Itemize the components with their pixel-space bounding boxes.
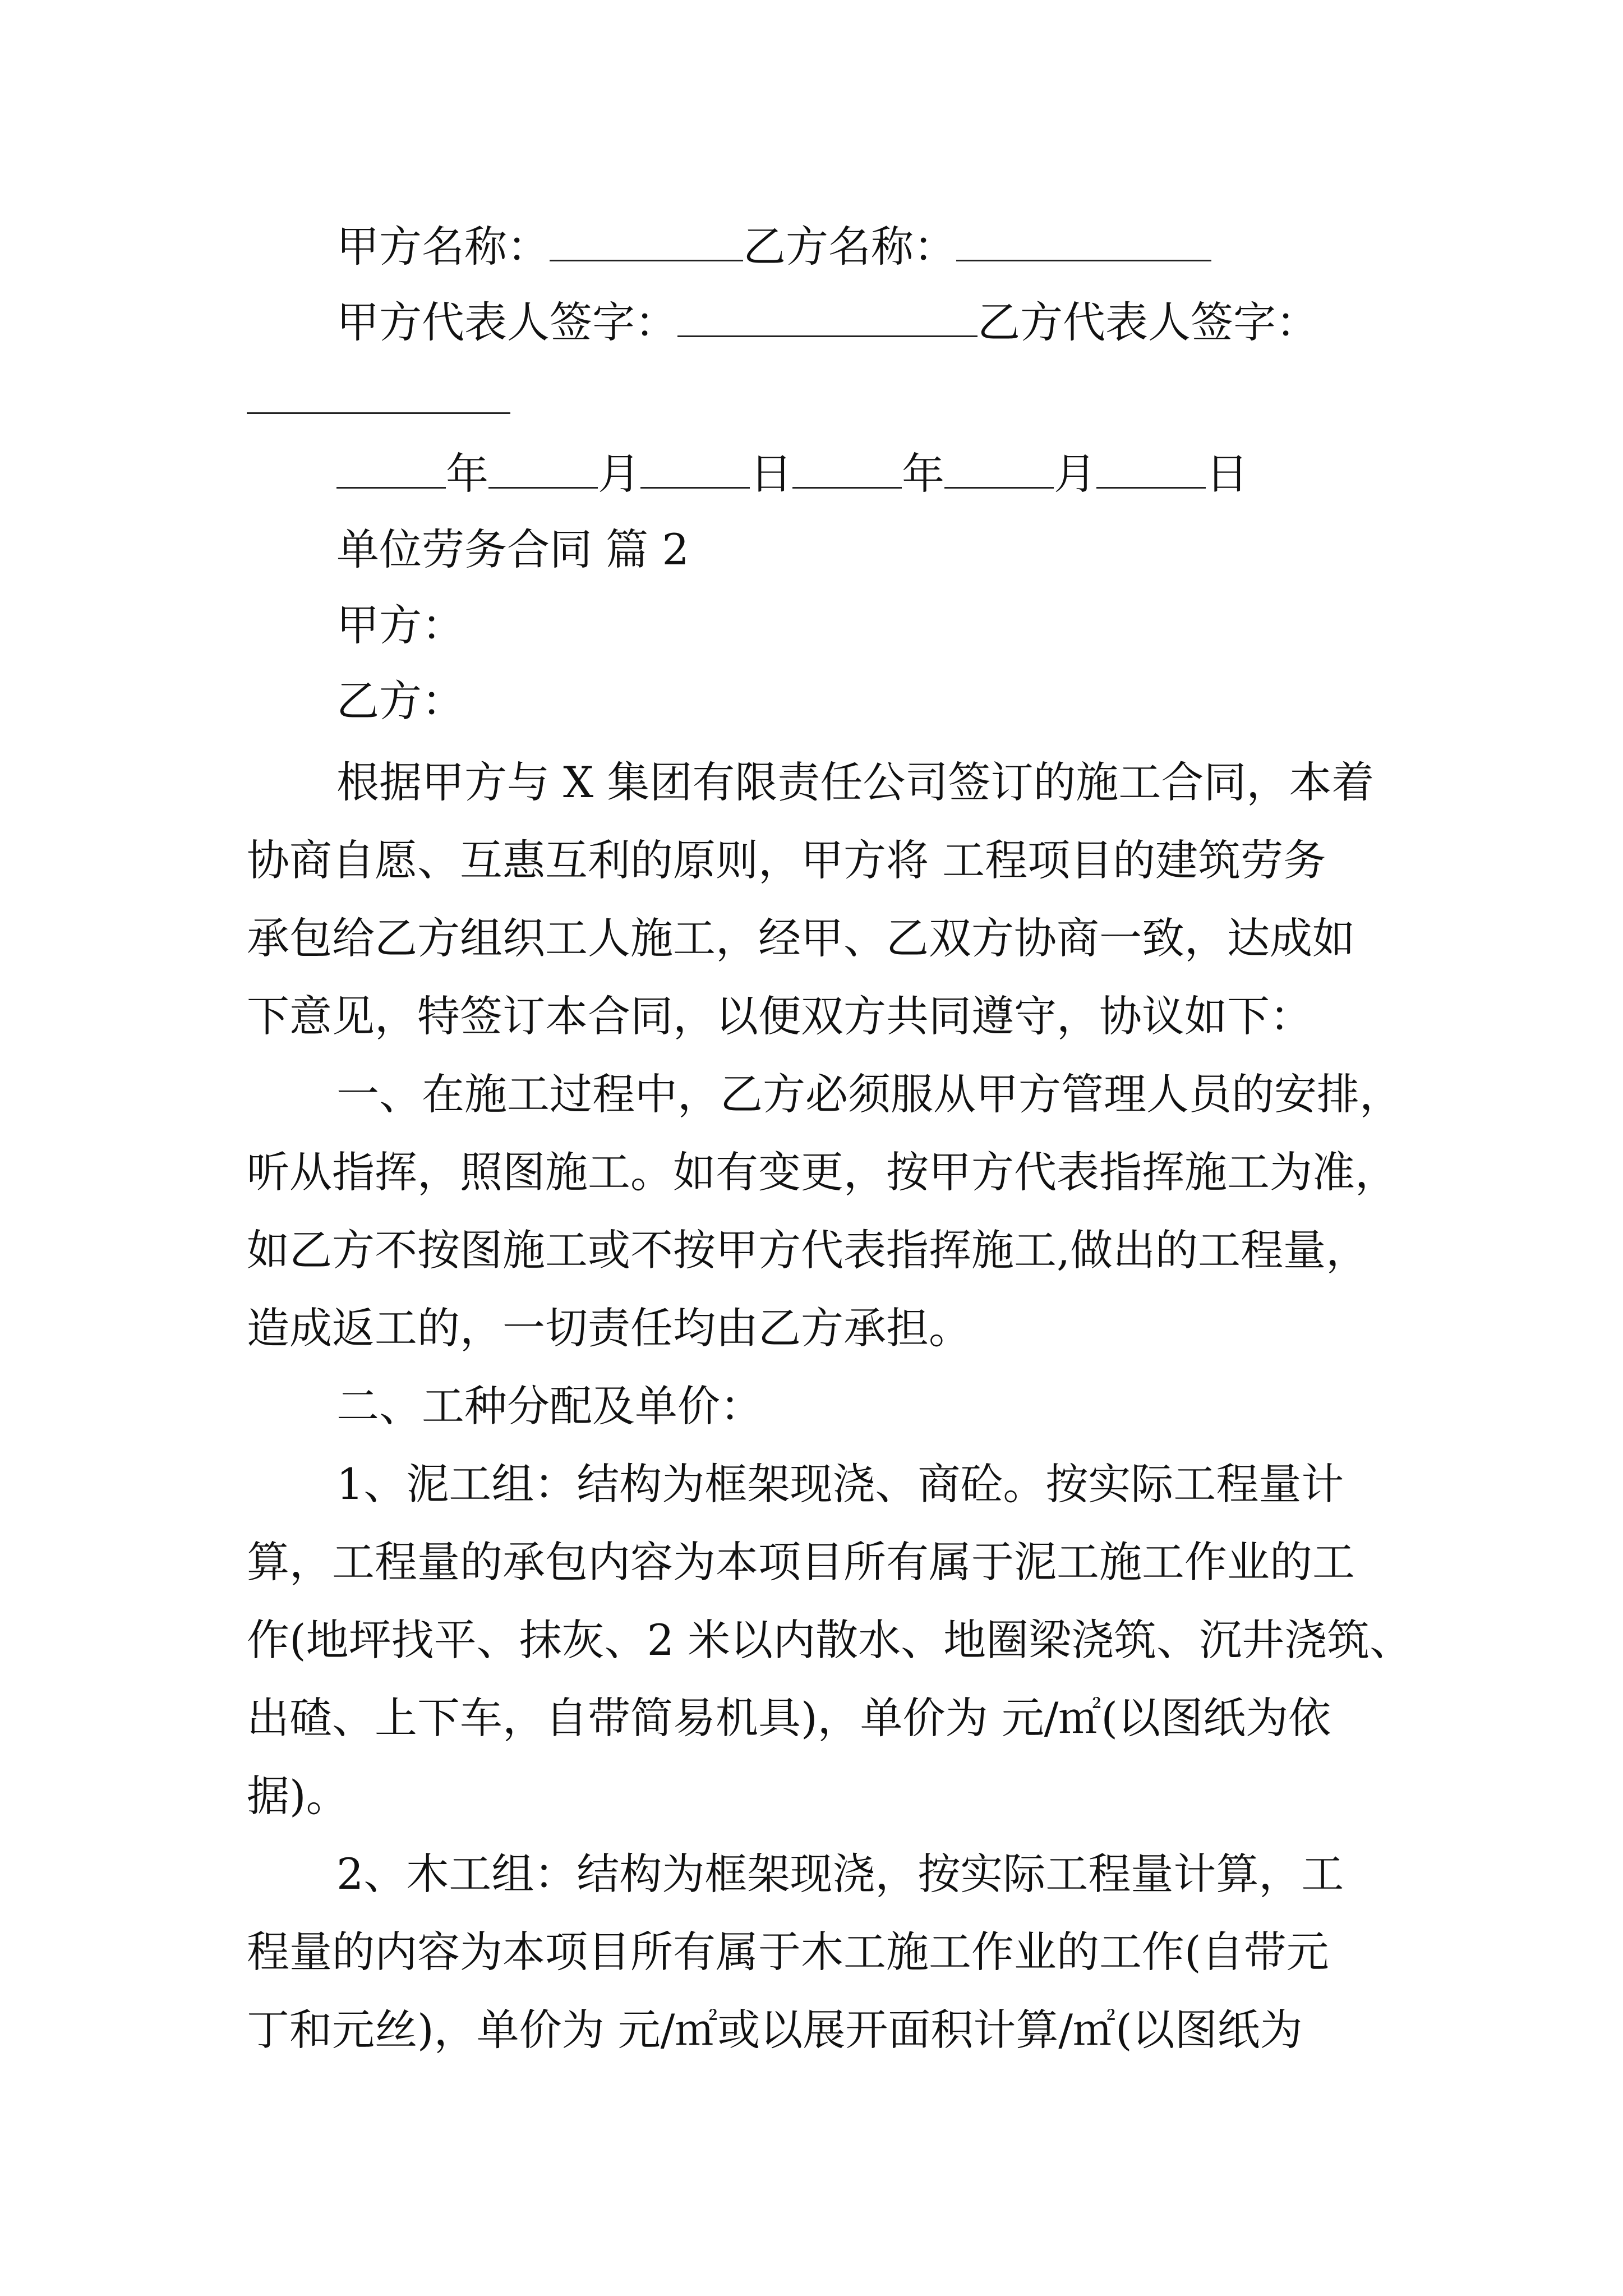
clause2-title: 二、工种分配及单价： [336,1381,763,1431]
date-blank [1096,448,1206,489]
item2-line: 2、木工组：结构为框架现浇，按实际工程量计算，工 [336,1849,1344,1899]
date-blank [944,448,1054,489]
party-a-name-blank [550,220,743,261]
item1-line: 1、泥工组：结构为框架现浇、商砼。按实际工程量计 [336,1459,1344,1509]
item1-line: 算，工程量的承包内容为本项目所有属于泥工施工作业的工 [247,1537,1355,1587]
item1-line: 出碴、上下车，自带简易机具)，单价为 元/㎡(以图纸为依 [247,1693,1331,1743]
section-title: 单位劳务合同 篇 2 [336,524,689,574]
intro-line: 根据甲方与 X 集团有限责任公司签订的施工合同，本着 [336,757,1375,807]
date-month-label: 月 [598,449,640,499]
item2-line: 程量的内容为本项目所有属于木工施工作业的工作(自带元 [247,1927,1329,1977]
date-row [336,446,1481,502]
date-blank [640,448,750,489]
item1-line: 据)。 [247,1771,349,1821]
party-b-name-blank [956,220,1211,261]
party-a-rep-label: 甲方代表人签字： [336,297,677,347]
date-day-label: 日 [750,449,792,499]
clause1-line: 造成返工的，一切责任均由乙方承担。 [247,1303,971,1353]
party-a-label: 甲方： [336,600,464,650]
party-b-label: 乙方： [336,676,464,726]
clause1-line: 如乙方不按图施工或不按甲方代表指挥施工,做出的工程量， [247,1225,1369,1275]
clause1-line: 一、在施工过程中，乙方必须服从甲方管理人员的安排， [336,1069,1402,1119]
representatives-row [336,295,1481,351]
party-b-rep-blank [247,412,510,414]
clause1-line: 听从指挥，照图施工。如有变更，按甲方代表指挥施工为准， [247,1147,1398,1197]
date-year-label: 年 [446,449,488,499]
intro-line: 承包给乙方组织工人施工，经甲、乙双方协商一致，达成如 [247,913,1355,963]
intro-line: 协商自愿、互惠互利的原则，甲方将 工程项目的建筑劳务 [247,835,1326,885]
party-b-name-label: 乙方名称： [743,222,956,272]
item1-line: 作(地坪找平、抹灰、2 米以内散水、地圈梁浇筑、沉井浇筑、 [247,1615,1413,1665]
date-day-label: 日 [1206,449,1248,499]
date-month-label: 月 [1054,449,1096,499]
party-names-row [336,219,1481,275]
item2-line: 丁和元丝)，单价为 元/㎡或以展开面积计算/㎡(以图纸为 [247,2005,1303,2055]
party-b-rep-label: 乙方代表人签字： [978,297,1318,347]
intro-line: 下意见，特签订本合同，以便双方共同遵守，协议如下： [247,991,1312,1041]
date-blank [792,448,902,489]
date-year-label: 年 [902,449,944,499]
date-blank [336,448,446,489]
party-a-name-label: 甲方名称： [336,222,550,272]
date-blank [488,448,598,489]
party-a-rep-blank [677,296,978,337]
